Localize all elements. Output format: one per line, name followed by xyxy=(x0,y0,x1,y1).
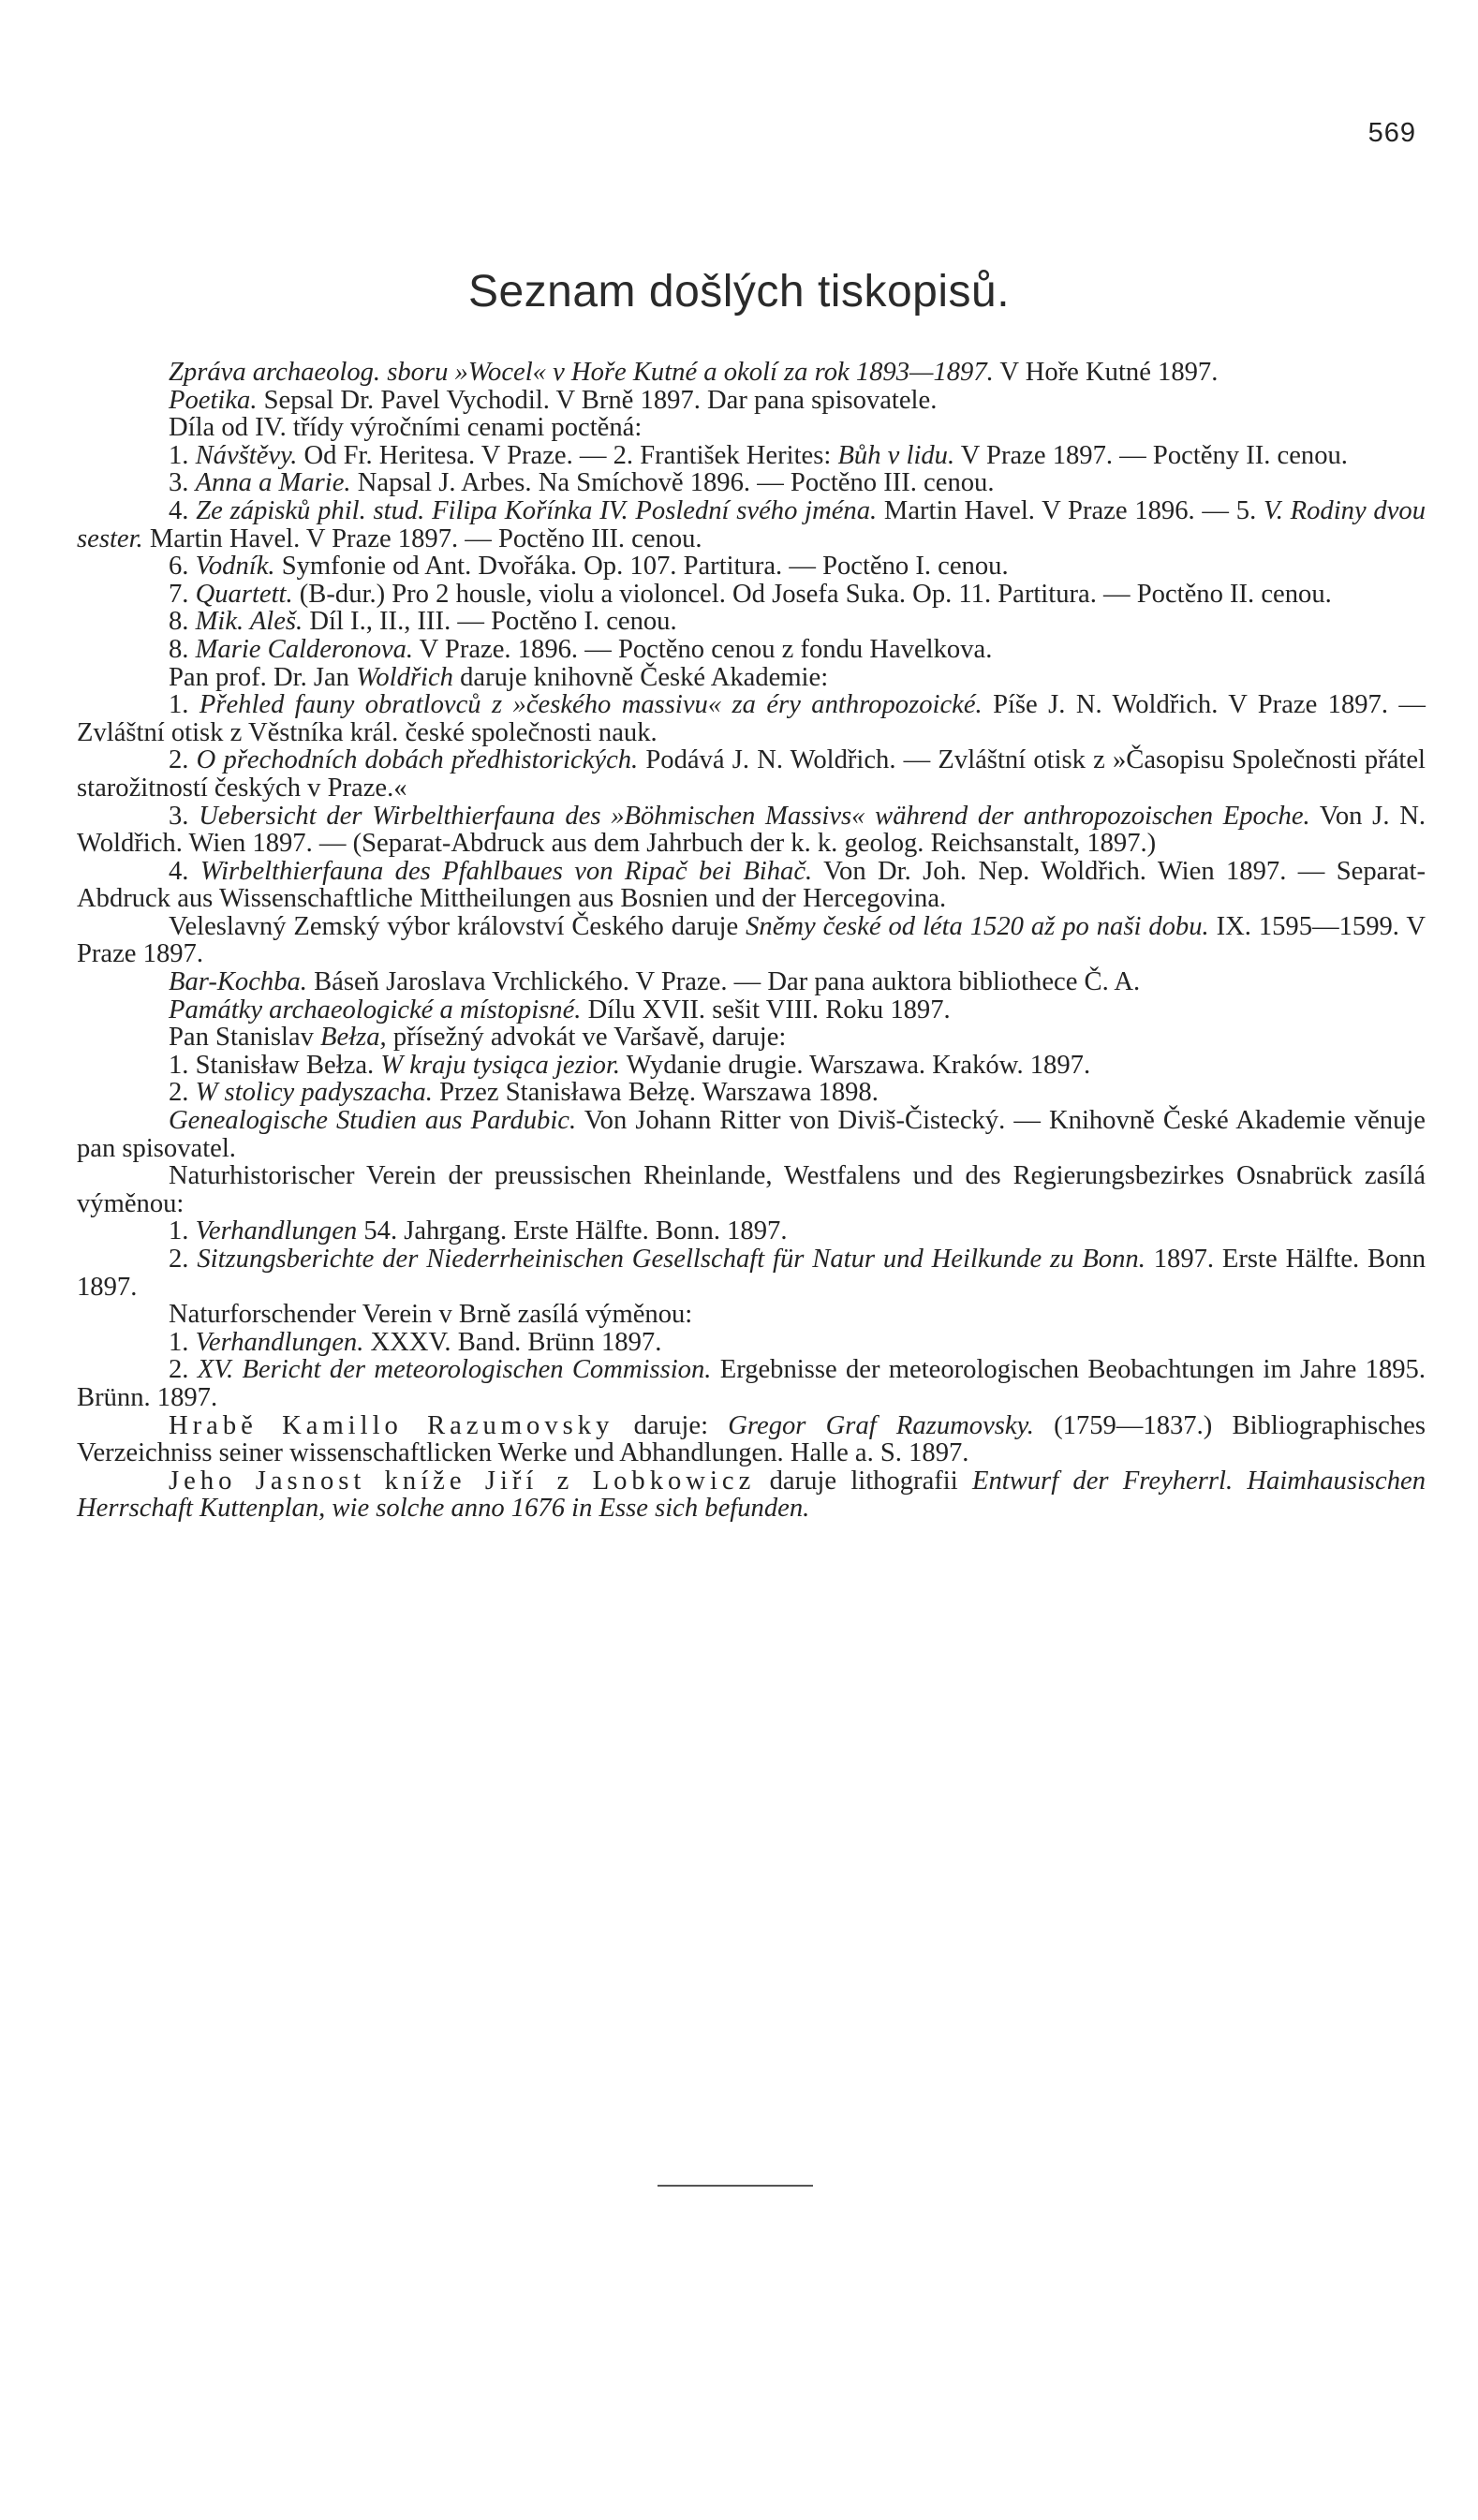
entry: Zpráva archaeolog. sboru »Wocel« v Hoře Kutné a okolí za rok 1893—1897. V Hoře Kutné 1897. xyxy=(169,358,1219,387)
entry: Naturforschender Verein v Brně zasílá výměnou: xyxy=(169,1300,693,1330)
entry: 3. Anna a Marie. Napsal J. Arbes. Na Smíchově 1896. — Poctěno III. cenou. xyxy=(169,468,995,498)
entry: 4. Ze zápisků phil. stud. Filipa Kořínka IV. Poslední svého jména. Martin Havel. V Praze 1896. — 5. V. Rodiny dvou sester. Martin Havel. V Praze 1897. — Poctěno III. cenou. xyxy=(77,495,1426,553)
entry: Jeho Jasnost kníže Jiří z Lobkowicz daruje lithografii Entwurf der Freyherrl. Haimhausischen Herrschaft Kuttenplan, wie solche anno 1676 in Esse sich befunden. xyxy=(77,1466,1426,1524)
entry: 2. Sitzungsberichte der Niederrheinischen Gesellschaft für Natur und Heilkunde zu Bonn. 1897. Erste Hälfte. Bonn 1897. xyxy=(77,1245,1426,1302)
entry: 3. Uebersicht der Wirbelthierfauna des »Böhmischen Massivs« während der anthropozoischen Epoche. Von J. N. Woldřich. Wien 1897. — (Separat-Abdruck aus dem Jahrbuch der k. k. geolog. Reichsanstalt, 1897.) xyxy=(77,801,1426,859)
entry: 2. W stolicy padyszacha. Przez Stanisława Bełzę. Warszawa 1898. xyxy=(169,1078,879,1108)
entry: 1. Stanisław Bełza. W kraju tysiąca jezior. Wydanie drugie. Warszawa. Kraków. 1897. xyxy=(169,1050,1091,1080)
page-number: 569 xyxy=(1367,118,1416,148)
entry: 6. Vodník. Symfonie od Ant. Dvořáka. Op. 107. Partitura. — Poctěno I. cenou. xyxy=(169,552,1009,582)
entry: Hrabě Kamillo Razumovsky daruje: Gregor Graf Razumovsky. (1759—1837.) Bibliographisches Verzeichniss seiner wissenschaftlicken Werke und Abhandlungen. Halle a. S. 1897. xyxy=(77,1410,1426,1468)
entry: Pan Stanislav Bełza, přísežný advokát ve Varšavě, daruje: xyxy=(169,1023,787,1053)
entry: Bar-Kochba. Báseň Jaroslava Vrchlického. V Praze. — Dar pana auktora bibliothece Č. A. xyxy=(169,967,1141,997)
entry: 8. Mik. Aleš. Díl I., II., III. — Poctěno I. cenou. xyxy=(169,607,677,637)
entry: Pan prof. Dr. Jan Woldřich daruje knihovně České Akademie: xyxy=(169,662,829,692)
entry: 2. XV. Bericht der meteorologischen Commission. Ergebnisse der meteorologischen Beobachtungen im Jahre 1895. Brünn. 1897. xyxy=(77,1355,1426,1412)
entry: 2. O přechodních dobách předhistorických. Podává J. N. Woldřich. — Zvláštní otisk z »Časopisu Společnosti přátel starožitností českých v Praze.« xyxy=(77,745,1426,803)
entry: 4. Wirbelthierfauna des Pfahlbaues von Ripač bei Bihač. Von Dr. Joh. Nep. Woldřich. Wien 1897. — Separat-Abdruck aus Wissenschaftliche Mittheilungen aus Bosnien und der Hercegovina. xyxy=(77,856,1426,914)
entry: Genealogische Studien aus Pardubic. Von Johann Ritter von Diviš-Čistecký. — Knihovně České Akademie věnuje pan spisovatel. xyxy=(77,1106,1426,1163)
page-title: Seznam došlých tiskopisů. xyxy=(467,267,1011,317)
entry: 1. Návštěvy. Od Fr. Heritesa. V Praze. — 2. František Herites: Bůh v lidu. V Praze 1897. — Poctěny II. cenou. xyxy=(169,440,1348,470)
entry: Díla od IV. třídy výročními cenami poctěná: xyxy=(169,413,643,443)
entry: Památky archaeologické a místopisné. Dílu XVII. sešit VIII. Roku 1897. xyxy=(169,995,951,1024)
entry: Poetika. Sepsal Dr. Pavel Vychodil. V Brně 1897. Dar pana spisovatele. xyxy=(169,385,938,415)
end-rule xyxy=(658,2185,813,2187)
entry: 1. Verhandlungen 54. Jahrgang. Erste Hälfte. Bonn. 1897. xyxy=(169,1216,788,1246)
entry: 8. Marie Calderonova. V Praze. 1896. — Poctěno cenou z fondu Havelkova. xyxy=(169,634,993,664)
entry: 7. Quartett. (B-dur.) Pro 2 housle, violu a violoncel. Od Josefa Suka. Op. 11. Partitura. — Poctěno II. cenou. xyxy=(169,579,1332,609)
entries-list xyxy=(77,359,1426,1523)
entry: Naturhistorischer Verein der preussischen Rheinlande, Westfalens und des Regierungsbezirkes Osnabrück zasílá výměnou: xyxy=(77,1161,1426,1218)
entry: 1. Verhandlungen. XXXV. Band. Brünn 1897. xyxy=(169,1327,662,1357)
entry: Veleslavný Zemský výbor království Českého daruje Sněmy české od léta 1520 až po naši dobu. IX. 1595—1599. V Praze 1897. xyxy=(77,911,1426,969)
entry: 1. Přehled fauny obratlovců z »českého massivu« za éry anthropozoické. Píše J. N. Woldřich. V Praze 1897. — Zvláštní otisk z Věstníka král. české společnosti nauk. xyxy=(77,690,1426,747)
